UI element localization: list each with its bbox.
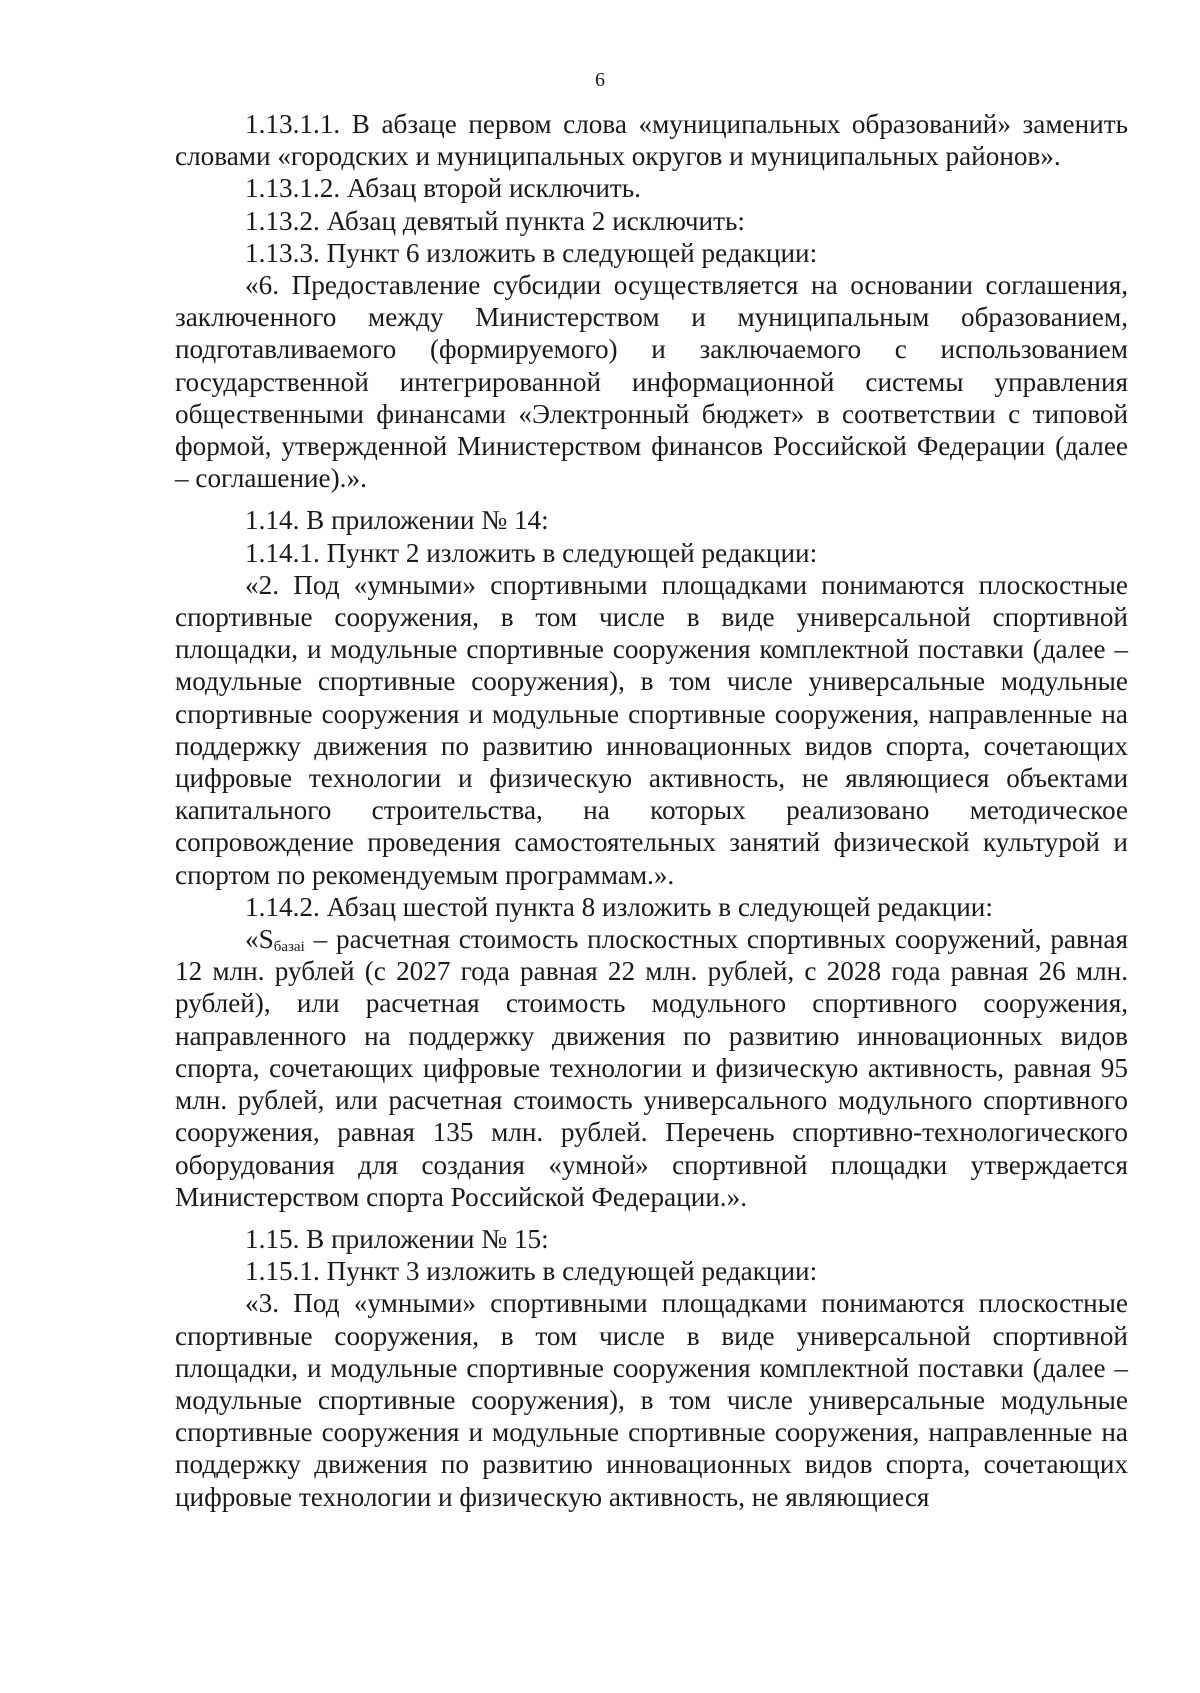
paragraph-point-6-text: «6. Предоставление субсидии осуществляется на основании соглашения, заключенного между Министерством и муниципальным образованием, подготавливаемого (формируемого) и заключаемого с использованием государственной интегрированной информационной системы управления общественными финансами «Электронный бюджет» в соответствии с типовой формой, утвержденной Министерством финансов Российской Федерации (далее – соглашение).». xyxy=(175,270,1128,494)
paragraph-1-13-2: 1.13.2. Абзац девятый пункта 2 исключить: xyxy=(245,205,745,236)
paragraph-1-13-1-2: 1.13.1.2. Абзац второй исключить. xyxy=(245,173,641,204)
page-number: 6 xyxy=(595,69,605,91)
paragraph-1-13-1-1: 1.13.1.1. В абзаце первом слова «муниципальных образований» заменить словами «городских и муниципальных округов и муниципальных районов». xyxy=(175,109,1128,172)
paragraph-1-14-2: 1.14.2. Абзац шестой пункта 8 изложить в следующей редакции: xyxy=(245,891,993,922)
paragraph-point-3-text: «3. Под «умными» спортивными площадками понимаются плоскостные спортивные сооружения, в том числе в виде универсальной спортивной площадки, и модульные спортивные сооружения комплектной поставки (далее – модульные спортивные сооружения), в том числе универсальные модульные спортивные сооружения и модульные спортивные сооружения, направленные на поддержку движения по развитию инновационных видов спорта, сочетающих цифровые технологии и физическую активность, не являющиеся xyxy=(175,1288,1128,1512)
s-base-definition: – расчетная стоимость плоскостных спортивных сооружений, равная 12 млн. рублей (с 2027 года равная 22 млн. рублей, с 2028 года равная 26 млн. рублей), или расчетная стоимость модульного спортивного сооружения, направленного на поддержку движения по развитию инновационных видов спорта, сочетающих цифровые технологии и физическую активность, равная 95 млн. рублей, или расчетная стоимость универсального модульного спортивного сооружения, равная 135 млн. рублей. Перечень спортивно-технологического оборудования для создания «умной» спортивной площадки утверждается Министерством спорта Российской Федерации.». xyxy=(175,924,1128,1212)
paragraph-1-15: 1.15. В приложении № 15: xyxy=(245,1223,549,1254)
paragraph-1-13-3: 1.13.3. Пункт 6 изложить в следующей редакции: xyxy=(245,237,818,268)
s-base-subscript: базаi xyxy=(273,939,305,956)
s-base-symbol: «S xyxy=(245,924,274,955)
paragraph-1-14: 1.14. В приложении № 14: xyxy=(245,505,549,536)
document-body xyxy=(175,108,1128,1513)
paragraph-1-14-1: 1.14.1. Пункт 2 изложить в следующей редакции: xyxy=(245,537,818,568)
paragraph-point-2-text: «2. Под «умными» спортивными площадками понимаются плоскостные спортивные сооружения, в том числе в виде универсальной спортивной площадки, и модульные спортивные сооружения комплектной поставки (далее – модульные спортивные сооружения), в том числе универсальные модульные спортивные сооружения и модульные спортивные сооружения, направленные на поддержку движения по развитию инновационных видов спорта, сочетающих цифровые технологии и физическую активность, не являющиеся объектами капитального строительства, на которых реализовано методическое сопровождение проведения самостоятельных занятий физической культурой и спортом по рекомендуемым программам.». xyxy=(175,569,1128,890)
paragraph-s-base-formula-text xyxy=(175,923,1128,1213)
paragraph-1-15-1: 1.15.1. Пункт 3 изложить в следующей редакции: xyxy=(245,1256,818,1287)
